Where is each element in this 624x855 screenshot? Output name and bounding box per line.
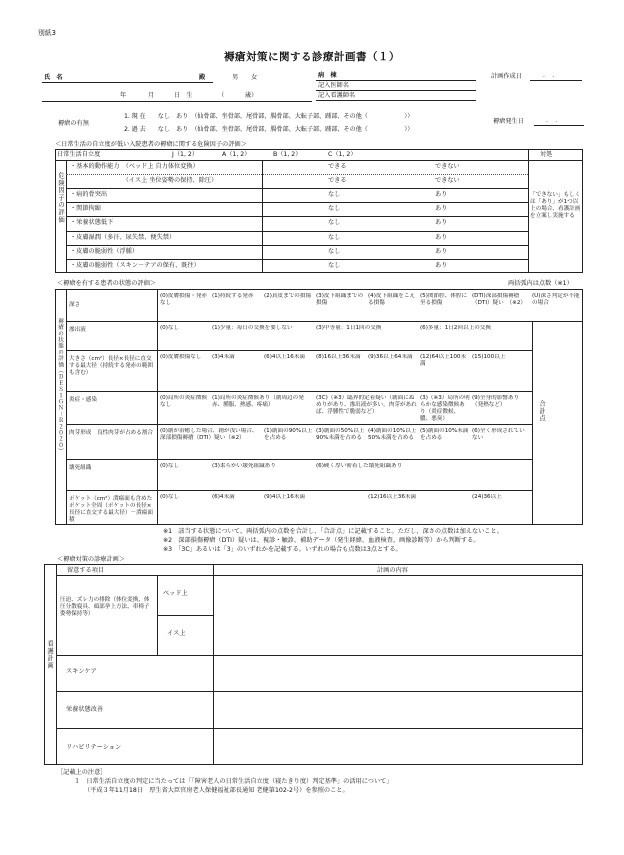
status-option[interactable]: (8)16以上36未満 — [316, 354, 361, 360]
status-row-label: 滲出液 — [69, 327, 86, 333]
status-option[interactable]: (9)36以上64未満 — [368, 354, 413, 360]
risk-option-a[interactable]: なし — [328, 261, 341, 269]
onset-label: 褥瘡発生日 — [493, 118, 524, 125]
risk-option-b[interactable]: あり — [435, 191, 448, 199]
status-note-right: 両括弧内は点数（※1） — [508, 280, 573, 287]
pressure-label: 圧迫、ズレ力の排除（体位変換、体圧分散寝具、頭部挙上方法、車椅子姿勢保持等） — [60, 597, 150, 617]
bed-label: ベッド上 — [163, 590, 188, 597]
status-option[interactable]: (3C)（※3）臨界的定着疑い（創面にぬめりがあり、滲出液が多い。肉芽があれば、浮腫性で脆弱など） — [316, 395, 417, 415]
status-option[interactable]: (0)なし — [160, 325, 180, 331]
nutrition-label: 栄養状態改善 — [66, 706, 104, 713]
status-note-3: ※3 「3C」あるいは「3」のいずれかを記載する。いずれの場合も点数は3点とする。 — [163, 546, 402, 553]
risk-row-label: （イス上 坐位姿勢の保持、除圧） — [70, 177, 218, 185]
plan-date-value[interactable]: ． ． — [543, 72, 559, 79]
page-title: 褥瘡対策に関する診療計画書（１） — [224, 51, 400, 63]
total-label: 合計点 — [538, 400, 545, 422]
status-row-label: 炎症・感染 — [69, 397, 97, 403]
status-option[interactable]: (1)持続する発赤 — [212, 293, 254, 299]
adl-label: 日常生活自立度 — [57, 151, 101, 158]
status-option[interactable]: (DTI)深部損傷褥瘡（DTI）疑い （※2） — [472, 293, 526, 306]
plan-nutrition-content[interactable] — [214, 692, 582, 727]
status-option[interactable]: (5)関節腔、体腔に至る損傷 — [420, 293, 468, 306]
status-option[interactable]: (24)36以上 — [472, 494, 502, 500]
status-option[interactable]: (2)真皮までの損傷 — [264, 293, 312, 299]
risk-option-a[interactable]: なし — [328, 205, 341, 213]
risk-option-b[interactable]: あり — [435, 233, 448, 241]
presence-current[interactable]: 1. 現 在 なし あり （仙骨部、坐骨部、尾骨部、腸骨部、大転子部、踵部、その他（ ）） — [124, 113, 414, 120]
status-option[interactable]: (1)創面の90%以上を占める — [264, 428, 313, 441]
risk-option-b[interactable]: できない — [435, 163, 460, 170]
status-option[interactable]: (6)4以上16未満 — [264, 354, 305, 360]
status-option[interactable]: (U)深さ判定が不能の場合 — [532, 293, 580, 306]
risk-option-a[interactable]: なし — [328, 219, 341, 227]
status-option[interactable]: (0)局所の炎症徴候なし — [160, 395, 208, 408]
plan-chair-content[interactable] — [214, 616, 582, 654]
plan-rehab-content[interactable] — [214, 729, 582, 764]
status-row-label: 大きさ（cm²）長径×長径に直交する最大径（持続する発赤の範囲も含む） — [69, 356, 153, 376]
status-option[interactable]: (5)創面の10%未満を占める — [420, 428, 469, 441]
adl-level-a[interactable]: A（1, 2） — [222, 151, 251, 158]
status-option[interactable]: (3)創面の50%以上90%未満を占める — [316, 428, 365, 441]
status-row-label: 肉芽形成 良性肉芽が占める割合 — [69, 430, 153, 436]
sex-male[interactable]: 男 — [232, 74, 239, 81]
risk-row-label: ・関節拘縮 — [70, 205, 101, 213]
status-option[interactable]: (0)創が治癒した場合、創が浅い場合、深部損傷褥瘡（DTI）疑い（※2） — [160, 428, 258, 441]
status-option[interactable]: (3)4未満 — [212, 354, 235, 360]
skincare-label: スキンケア — [66, 668, 97, 675]
status-section-title: ＜褥瘡を有する患者の状態の評価＞ — [57, 280, 156, 287]
chair-label: イス上 — [167, 630, 186, 637]
status-option[interactable]: (1)少量：毎日の交換を要しない — [212, 325, 293, 331]
sex-female[interactable]: 女 — [251, 74, 258, 81]
status-note-2: ※2 深部損傷褥瘡（DTI）疑いは、視診・触診、補助データ（発生経緯、血液検査、画像診断等）から判断する。 — [163, 537, 480, 544]
status-option[interactable]: (6)全く形成されていない — [472, 428, 525, 441]
plan-skincare-content[interactable] — [214, 656, 582, 690]
plan-col1-header: 留意する項目 — [67, 567, 105, 574]
status-option[interactable]: (4)創面の10%以上50%未満を占める — [368, 428, 417, 441]
status-option[interactable]: (12)64以上100未満 — [420, 354, 467, 367]
risk-option-a[interactable]: なし — [328, 247, 341, 255]
status-option[interactable]: (9)4以上16未満 — [264, 494, 305, 500]
plan-vertical-label: 看護計画 — [46, 640, 53, 670]
status-option[interactable]: (3)皮下組織までの損傷 — [316, 293, 364, 306]
status-option[interactable]: (1)局所の炎症徴候あり（創周辺の発赤、腫脹、熱感、疼痛） — [212, 395, 304, 408]
footer-title: ［記載上の注意］ — [57, 769, 107, 776]
plan-date-label: 計画作成日 — [491, 73, 522, 80]
risk-response-note: 「できない」もしくは「あり」が1つ以上の場合、看護計画を立案し実施する — [530, 192, 581, 219]
name-label: 氏 名 — [44, 74, 63, 81]
risk-vertical-label: 危険因子の評価 — [57, 172, 64, 224]
risk-option-a[interactable]: なし — [328, 191, 341, 199]
risk-row-label: ・基本的動作能力 （ベッド上 自力体位変換） — [70, 163, 199, 170]
status-row-label: 深さ — [69, 302, 81, 308]
status-option[interactable]: (0)なし — [160, 494, 180, 500]
plan-section-title: ＜褥瘡対策の診療計画＞ — [57, 556, 126, 563]
risk-row-label: ・病的骨突出 — [70, 191, 108, 199]
response-header: 対処 — [540, 151, 553, 158]
status-option[interactable]: (3)（※3）局所の明らかな感染徴候あり（炎症徴候、膿、悪臭） — [420, 395, 470, 422]
status-option[interactable]: (0)なし — [160, 463, 180, 469]
risk-section-title: ＜日常生活の自立度が低い入院患者の褥瘡に関する危険因子の評価＞ — [55, 141, 247, 148]
nurse-label: 記入看護師名 — [318, 92, 356, 99]
status-option[interactable]: (6)硬く厚い密着した壊死組織あり — [316, 463, 403, 469]
risk-row-label: ・皮膚の脆弱性（スキン－テアの保有、既往） — [70, 261, 200, 269]
dono: 殿 — [199, 74, 206, 81]
status-option[interactable]: (0)皮膚損傷・発赤なし — [160, 293, 208, 306]
risk-option-a[interactable]: なし — [328, 233, 341, 241]
presence-label: 褥瘡の有無 — [58, 120, 89, 127]
status-option[interactable]: (6)多量：1日2回以上の交換 — [420, 325, 491, 331]
adl-level-b[interactable]: B（1, 2） — [273, 151, 302, 158]
status-note-1: ※1 該当する状態について、両括弧内の点数を合計し、「合計点」に記載すること。ただし、深さの点数は加えないこと。 — [163, 528, 503, 535]
status-option[interactable]: (3)中等量：1日1回の交換 — [316, 325, 382, 331]
birth-day: 日 生 — [174, 92, 193, 99]
age-close: 歳） — [245, 92, 258, 99]
status-option[interactable]: (15)100以上 — [472, 354, 506, 360]
status-option[interactable]: (9)全身的影響あり（発熱など） — [472, 395, 520, 408]
risk-option-b[interactable]: あり — [435, 205, 448, 213]
birth-month: 月 — [148, 92, 155, 99]
status-vertical-label: 褥瘡の状態の評価（ＤＥＳＩＧＮ－Ｒ２０２０） — [57, 318, 63, 455]
risk-option-b[interactable]: あり — [435, 219, 448, 227]
risk-option-a[interactable]: できる — [328, 177, 347, 185]
status-option[interactable]: (3)柔らかい壊死組織あり — [212, 463, 276, 469]
plan-col2-header: 計画の内容 — [377, 567, 408, 574]
rehab-label: リハビリテーション — [66, 744, 122, 751]
status-option[interactable]: (4)皮下組織をこえる損傷 — [368, 293, 416, 306]
form-number: 別紙3 — [38, 29, 56, 37]
status-row-label: ポケット（cm²）潰瘍面も含めたポケット全周（ポケットの長径×長径に直交する最大径）－潰瘍面積 — [69, 496, 153, 523]
plan-bed-content[interactable] — [214, 576, 582, 614]
risk-option-b[interactable]: あり — [435, 247, 448, 255]
adl-level-j[interactable]: J（1, 2） — [172, 151, 199, 158]
status-option[interactable]: (0)皮膚損傷なし — [160, 354, 202, 360]
footer-line-1: １ 日常生活自立度の判定に当たっては「「障害老人の日常生活自立度（寝たきり度）判定基準」の活用について」 — [74, 778, 393, 785]
status-row-label: 壊死組織 — [69, 465, 92, 471]
ward-label: 病 棟 — [318, 72, 337, 79]
presence-past[interactable]: 2. 過 去 なし あり （仙骨部、坐骨部、尾骨部、腸骨部、大転子部、踵部、その他（ ）） — [124, 126, 414, 133]
age-open: （ — [218, 92, 225, 99]
risk-option-a[interactable]: できる — [328, 163, 347, 170]
footer-line-2: （平成３年11月18日 厚生省大臣官房老人保健福祉部長通知 老健第102-2号）を参照のこと。 — [84, 787, 349, 794]
status-option[interactable]: (6)4未満 — [212, 494, 235, 500]
adl-level-c[interactable]: C（1, 2） — [328, 151, 357, 158]
risk-option-b[interactable]: できない — [435, 177, 460, 185]
risk-row-label: ・栄養状態低下 — [70, 219, 114, 227]
risk-option-b[interactable]: あり — [435, 261, 448, 269]
risk-row-label: ・皮膚湿潤（多汗、尿失禁、便失禁） — [70, 233, 176, 241]
risk-row-label: ・皮膚の脆弱性（浮腫） — [70, 247, 139, 255]
birth-year: 年 — [120, 92, 127, 99]
onset-value[interactable]: ． ． — [546, 117, 562, 124]
doctor-label: 記入医師名 — [318, 82, 349, 89]
status-option[interactable]: (12)16以上36未満 — [368, 494, 417, 500]
